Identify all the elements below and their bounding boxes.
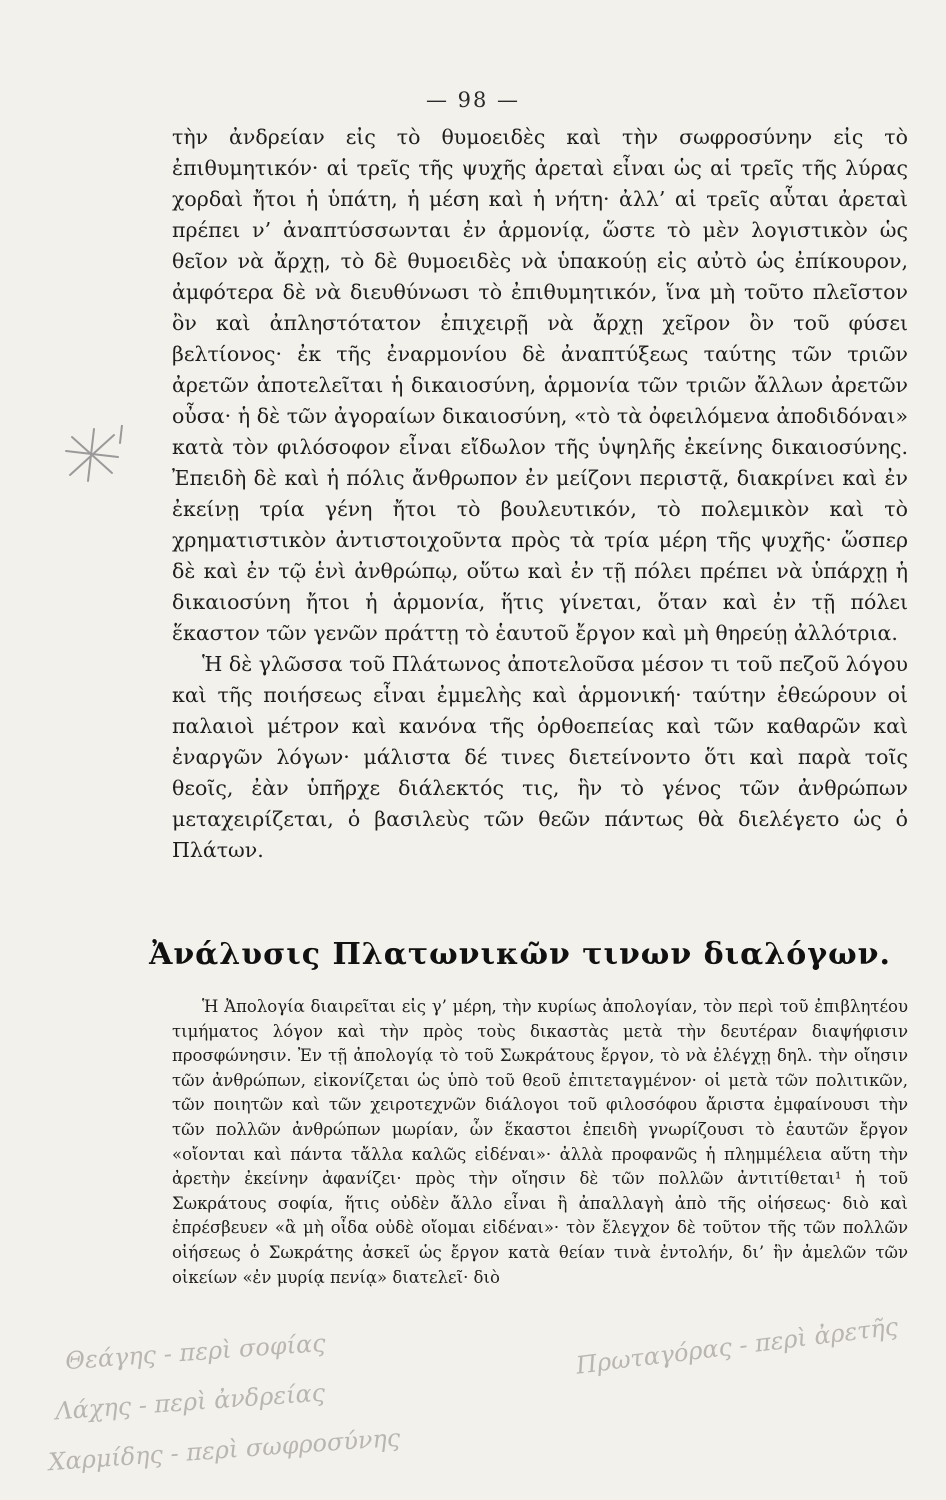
section-body	[172, 995, 908, 1290]
paragraph: Ἡ δὲ γλῶσσα τοῦ Πλάτωνος ἀποτελοῦσα μέσον τι τοῦ πεζοῦ λόγου καὶ τῆς ποιήσεως εἶναι ἐμμελὴς καὶ ἁρμονική· ταύτην ἐθεώρουν οἱ παλαιοὶ μέτρον καὶ κανόνα τῆς ὀρθοεπείας καὶ τῶν καθαρῶν καὶ ἐναργῶν λόγων· μάλιστα δέ τινες διετείνοντο ὅτι καὶ παρὰ τοῖς θεοῖς, ἐὰν ὑπῆρχε διάλεκτός τις, ἣν τὸ γένος τῶν ἀνθρώπων μεταχειρίζεται, ὁ βασιλεὺς τῶν θεῶν πάντως θὰ διελέγετο ὡς ὁ Πλάτων.	[172, 652, 908, 862]
handwritten-note: Θεάγης - περὶ σοφίας	[64, 1328, 327, 1376]
paragraph: τὴν ἀνδρείαν εἰς τὸ θυμοειδὲς καὶ τὴν σωφροσύνην εἰς τὸ ἐπιθυμητικόν· αἱ τρεῖς τῆς ψυχῆς ἀρεταὶ εἶναι ὡς αἱ τρεῖς τῆς λύρας χορδαὶ ἤτοι ἡ ὑπάτη, ἡ μέση καὶ ἡ νήτη· ἀλλ’ αἱ τρεῖς αὗται ἀρεταὶ πρέπει ν’ ἀναπτύσσωνται ἐν ἁρμονίᾳ, ὥστε τὸ μὲν λογιστικὸν ὡς θεῖον νὰ ἄρχῃ, τὸ δὲ θυμοειδὲς νὰ ὑπακούῃ εἰς αὐτὸ ὡς ἐπίκουρον, ἀμφότερα δὲ νὰ διευθύνωσι τὸ ἐπιθυμητικόν, ἵνα μὴ τοῦτο πλεῖστον ὂν καὶ ἀπληστότατον ἐπιχειρῇ νὰ ἄρχῃ χεῖρον ὂν τοῦ φύσει βελτίονος· ἐκ τῆς ἐναρμονίου δὲ ἀναπτύξεως ταύτης τῶν τριῶν ἀρετῶν ἀποτελεῖται ἡ δικαιοσύνη, ἁρμονία τῶν τριῶν ἄλλων ἀρετῶν οὖσα· ἡ δὲ τῶν ἀγοραίων δικαιοσύνη, «τὸ τὰ ὀφειλόμενα ἀποδιδόναι» κατὰ τὸν φιλόσοφον εἶναι εἴδωλον τῆς ὑψηλῆς ἐκείνης δικαιοσύνης. Ἐπειδὴ δὲ καὶ ἡ πόλις ἄνθρωπον ἐν μείζονι περιστᾷ, διακρίνει καὶ ἐν ἐκείνῃ τρία γένη ἤτοι τὸ βουλευτικόν, τὸ πολεμικὸν καὶ τὸ χρηματιστικὸν ἀντιστοιχοῦντα πρὸς τὰ τρία μέρη τῆς ψυχῆς· ὥσπερ δὲ καὶ ἐν τῷ ἑνὶ ἀνθρώπῳ, οὕτω καὶ ἐν τῇ πόλει πρέπει νὰ ὑπάρχῃ ἡ δικαιοσύνη ἤτοι ἡ ἁρμονία, ἥτις γίνεται, ὅταν καὶ ἐν τῇ πόλει ἕκαστον τῶν γενῶν πράττῃ τὸ ἑαυτοῦ ἔργον καὶ μὴ θηρεύῃ ἀλλότρια.	[172, 125, 908, 645]
page-number: — 98 —	[425, 88, 521, 112]
handwritten-note: Πρωταγόρας - περὶ ἀρετῆς	[574, 1312, 900, 1380]
margin-asterisk-mark	[58, 425, 138, 485]
paragraph: Ἡ Ἀπολογία διαιρεῖται εἰς γ’ μέρη, τὴν κυρίως ἀπολογίαν, τὸν περὶ τοῦ ἐπιβλητέου τιμήματος λόγον καὶ τὴν πρὸς τοὺς δικαστὰς μετὰ τὴν δευτέραν διαψήφισιν προσφώνησιν. Ἐν τῇ ἀπολογίᾳ τὸ τοῦ Σωκράτους ἔργον, τὸ νὰ ἐλέγχῃ δηλ. τὴν οἴησιν τῶν ἀνθρώπων, εἰκονίζεται ὡς ὑπὸ τοῦ θεοῦ ἐπιτεταγμένον· οἱ μετὰ τῶν πολιτικῶν, τῶν ποιητῶν καὶ τῶν χειροτεχνῶν διάλογοι τοῦ φιλοσόφου ἄριστα ἐμφαίνουσι τὴν τῶν πολλῶν ἀνθρώπων μωρίαν, ὧν ἕκαστοι ἐπειδὴ γνωρίζουσι τὸ ἑαυτῶν ἔργον «οἴονται καὶ πάντα τἄλλα καλῶς εἰδέναι»· ἀλλὰ προφανῶς ἡ πλημμέλεια αὕτη τὴν ἀρετὴν ἐκείνην ἀφανίζει· πρὸς τὴν οἴησιν δὲ τῶν πολλῶν ἀντιτίθεται¹ ἡ τοῦ Σωκράτους σοφία, ἥτις οὐδὲν ἄλλο εἶναι ἢ ἀπαλλαγὴ ἀπὸ τῆς οἰήσεως· διὸ καὶ ἐπρέσβευεν «ἃ μὴ οἶδα οὐδὲ οἴομαι εἰδέναι»· τὸν ἔλεγχον δὲ τοῦτον τῆς τῶν πολλῶν οἰήσεως ὁ Σωκράτης ἀσκεῖ ὡς ἔργον κατὰ θείαν τινὰ ἐντολήν, δι’ ἣν ἀμελῶν τῶν οἰκείων «ἐν μυρίᾳ πενίᾳ» διατελεῖ· διὸ	[172, 997, 908, 1287]
handwritten-note: Χαρμίδης - περὶ σωφροσύνης	[47, 1423, 402, 1477]
body-text	[172, 122, 908, 866]
handwritten-note: Λάχης - περὶ ἀνδρείας	[54, 1378, 327, 1426]
section-heading: Ἀνάλυσις Πλατωνικῶν τινων διαλόγων.	[149, 937, 891, 972]
